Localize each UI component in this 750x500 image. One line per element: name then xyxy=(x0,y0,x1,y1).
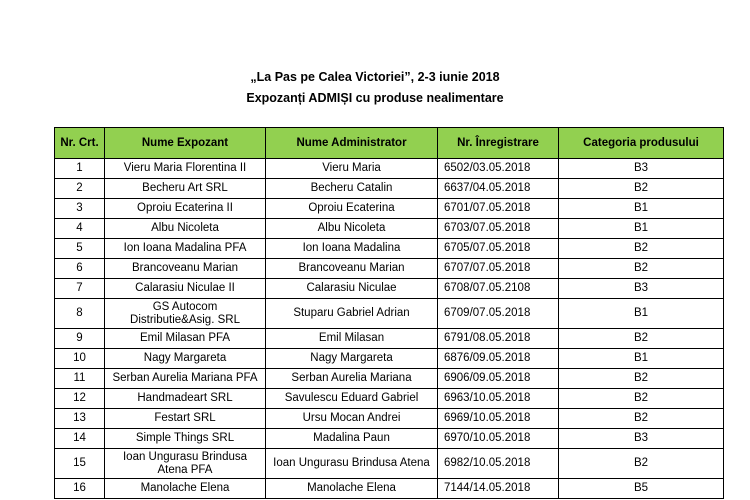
cell-nr: 9 xyxy=(55,329,105,349)
header-nr-inregistrare: Nr. Înregistrare xyxy=(438,128,559,159)
table-row xyxy=(55,389,724,409)
table-row xyxy=(55,279,724,299)
cell-administrator: Albu Nicoleta xyxy=(266,219,438,239)
header-categoria-produsului: Categoria produsului xyxy=(559,128,724,159)
header-nume-administrator: Nume Administrator xyxy=(266,128,438,159)
cell-inregistrare: 6703/07.05.2018 xyxy=(438,219,559,239)
exhibitors-table xyxy=(54,127,724,499)
cell-nr: 11 xyxy=(55,369,105,389)
cell-inregistrare: 6502/03.05.2018 xyxy=(438,159,559,179)
cell-administrator: Emil Milasan xyxy=(266,329,438,349)
cell-expozant: Ion Ioana Madalina PFA xyxy=(105,239,266,259)
table-row xyxy=(55,479,724,499)
cell-inregistrare: 6970/10.05.2018 xyxy=(438,429,559,449)
document-subtitle: Expozanți ADMIȘI cu produse nealimentare xyxy=(246,91,504,105)
cell-administrator: Stuparu Gabriel Adrian xyxy=(266,299,438,329)
cell-expozant: Handmadeart SRL xyxy=(105,389,266,409)
table-row xyxy=(55,239,724,259)
cell-administrator: Madalina Paun xyxy=(266,429,438,449)
cell-inregistrare: 7144/14.05.2018 xyxy=(438,479,559,499)
cell-categorie: B2 xyxy=(559,409,724,429)
cell-nr: 16 xyxy=(55,479,105,499)
cell-categorie: B2 xyxy=(559,369,724,389)
cell-inregistrare: 6963/10.05.2018 xyxy=(438,389,559,409)
cell-categorie: B2 xyxy=(559,389,724,409)
document-title: „La Pas pe Calea Victoriei”, 2-3 iunie 2018 xyxy=(250,70,500,84)
cell-nr: 12 xyxy=(55,389,105,409)
cell-expozant: Nagy Margareta xyxy=(105,349,266,369)
cell-expozant: Vieru Maria Florentina II xyxy=(105,159,266,179)
cell-categorie: B3 xyxy=(559,159,724,179)
cell-nr: 10 xyxy=(55,349,105,369)
cell-expozant: Calarasiu Niculae II xyxy=(105,279,266,299)
table-row xyxy=(55,299,724,329)
header-nume-expozant: Nume Expozant xyxy=(105,128,266,159)
cell-expozant: Becheru Art SRL xyxy=(105,179,266,199)
cell-administrator: Serban Aurelia Mariana xyxy=(266,369,438,389)
cell-nr: 4 xyxy=(55,219,105,239)
cell-expozant: Serban Aurelia Mariana PFA xyxy=(105,369,266,389)
cell-nr: 13 xyxy=(55,409,105,429)
cell-administrator: Vieru Maria xyxy=(266,159,438,179)
cell-inregistrare: 6709/07.05.2018 xyxy=(438,299,559,329)
cell-nr: 5 xyxy=(55,239,105,259)
table-row xyxy=(55,329,724,349)
table-row xyxy=(55,219,724,239)
cell-nr: 15 xyxy=(55,449,105,479)
cell-nr: 7 xyxy=(55,279,105,299)
table-row xyxy=(55,179,724,199)
cell-inregistrare: 6705/07.05.2018 xyxy=(438,239,559,259)
cell-expozant: Festart SRL xyxy=(105,409,266,429)
cell-nr: 8 xyxy=(55,299,105,329)
cell-categorie: B1 xyxy=(559,219,724,239)
cell-administrator: Ursu Mocan Andrei xyxy=(266,409,438,429)
cell-categorie: B1 xyxy=(559,299,724,329)
header-nr-crt: Nr. Crt. xyxy=(55,128,105,159)
cell-inregistrare: 6982/10.05.2018 xyxy=(438,449,559,479)
cell-inregistrare: 6876/09.05.2018 xyxy=(438,349,559,369)
table-row xyxy=(55,159,724,179)
cell-expozant: Oproiu Ecaterina II xyxy=(105,199,266,219)
cell-inregistrare: 6969/10.05.2018 xyxy=(438,409,559,429)
table-header-row xyxy=(55,128,724,159)
cell-categorie: B1 xyxy=(559,349,724,369)
cell-categorie: B3 xyxy=(559,279,724,299)
cell-administrator: Ioan Ungurasu Brindusa Atena xyxy=(266,449,438,479)
cell-administrator: Calarasiu Niculae xyxy=(266,279,438,299)
cell-expozant: GS Autocom Distributie&Asig. SRL xyxy=(105,299,266,329)
cell-categorie: B5 xyxy=(559,479,724,499)
cell-expozant: Simple Things SRL xyxy=(105,429,266,449)
table-row xyxy=(55,259,724,279)
cell-administrator: Nagy Margareta xyxy=(266,349,438,369)
cell-inregistrare: 6906/09.05.2018 xyxy=(438,369,559,389)
cell-administrator: Ion Ioana Madalina xyxy=(266,239,438,259)
cell-expozant: Ioan Ungurasu Brindusa Atena PFA xyxy=(105,449,266,479)
cell-inregistrare: 6791/08.05.2018 xyxy=(438,329,559,349)
cell-categorie: B2 xyxy=(559,449,724,479)
table-row xyxy=(55,429,724,449)
cell-categorie: B2 xyxy=(559,179,724,199)
cell-inregistrare: 6637/04.05.2018 xyxy=(438,179,559,199)
cell-administrator: Manolache Elena xyxy=(266,479,438,499)
cell-nr: 14 xyxy=(55,429,105,449)
cell-categorie: B2 xyxy=(559,259,724,279)
cell-expozant: Albu Nicoleta xyxy=(105,219,266,239)
cell-categorie: B2 xyxy=(559,239,724,259)
cell-inregistrare: 6707/07.05.2018 xyxy=(438,259,559,279)
cell-expozant: Brancoveanu Marian xyxy=(105,259,266,279)
table-row xyxy=(55,199,724,219)
table-row xyxy=(55,409,724,429)
cell-categorie: B1 xyxy=(559,199,724,219)
cell-nr: 1 xyxy=(55,159,105,179)
cell-nr: 2 xyxy=(55,179,105,199)
cell-nr: 3 xyxy=(55,199,105,219)
cell-nr: 6 xyxy=(55,259,105,279)
cell-categorie: B3 xyxy=(559,429,724,449)
cell-expozant: Emil Milasan PFA xyxy=(105,329,266,349)
table-row xyxy=(55,449,724,479)
cell-administrator: Becheru Catalin xyxy=(266,179,438,199)
table-row xyxy=(55,369,724,389)
cell-categorie: B2 xyxy=(559,329,724,349)
cell-administrator: Brancoveanu Marian xyxy=(266,259,438,279)
cell-inregistrare: 6708/07.05.2108 xyxy=(438,279,559,299)
cell-expozant: Manolache Elena xyxy=(105,479,266,499)
cell-administrator: Savulescu Eduard Gabriel xyxy=(266,389,438,409)
table-row xyxy=(55,349,724,369)
cell-inregistrare: 6701/07.05.2018 xyxy=(438,199,559,219)
cell-administrator: Oproiu Ecaterina xyxy=(266,199,438,219)
